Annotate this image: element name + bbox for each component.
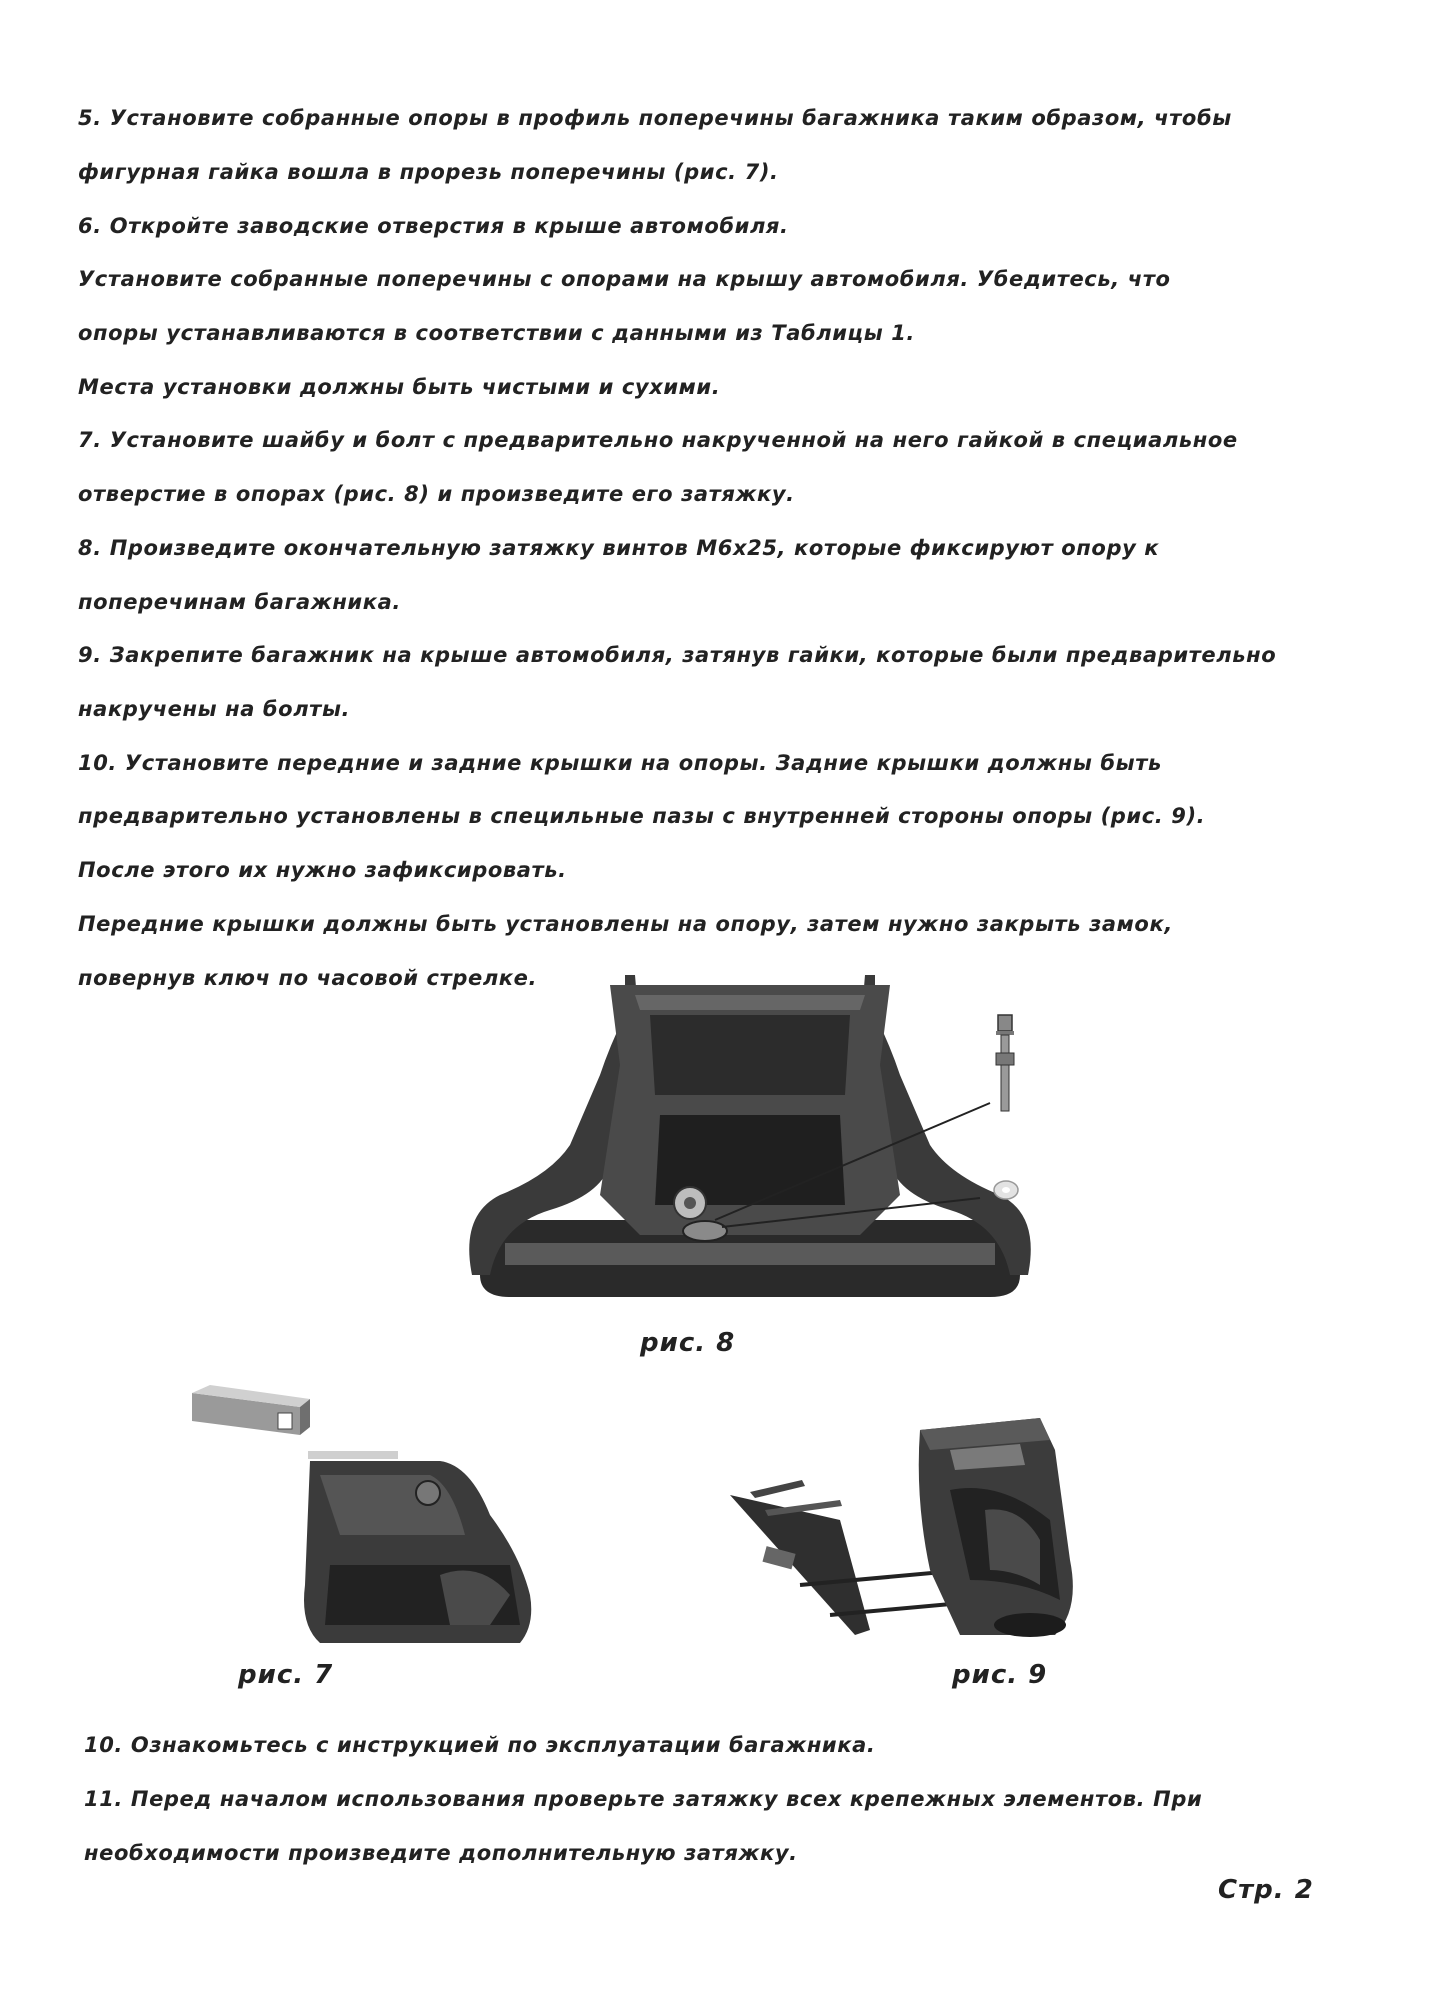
figure-9-caption: рис. 9: [952, 1660, 1048, 1690]
instruction-line: 10. Ознакомьтесь с инструкцией по эксплуатации багажника.: [84, 1733, 876, 1757]
instruction-line: 7. Установите шайбу и болт с предварительно накрученной на него гайкой в специальное: [78, 428, 1238, 452]
figure-8-caption: рис. 8: [640, 1328, 736, 1358]
page-number: Стр. 2: [1218, 1875, 1314, 1905]
instruction-line: 10. Установите передние и задние крышки на опоры. Задние крышки должны быть: [78, 751, 1162, 775]
instruction-line: 5. Установите собранные опоры в профиль поперечины багажника таким образом, чтобы: [78, 106, 1232, 130]
instruction-line: фигурная гайка вошла в прорезь поперечины (рис. 7).: [78, 160, 779, 184]
figure-8-foot-illustration: [460, 975, 1040, 1320]
figure-7-caption: рис. 7: [238, 1660, 334, 1690]
figure-7-foot-crossbar-illustration: [190, 1385, 560, 1655]
instruction-line: После этого их нужно зафиксировать.: [78, 858, 567, 882]
instruction-line: 8. Произведите окончательную затяжку винтов М6х25, которые фиксируют опору к: [78, 536, 1160, 560]
instruction-line: Установите собранные поперечины с опорами на крышу автомобиля. Убедитесь, что: [78, 267, 1171, 291]
instruction-line: отверстие в опорах (рис. 8) и произведите его затяжку.: [78, 482, 795, 506]
instruction-line: 6. Откройте заводские отверстия в крыше автомобиля.: [78, 214, 789, 238]
instruction-line: 11. Перед началом использования проверьте затяжку всех крепежных элементов. При: [84, 1787, 1203, 1811]
instruction-line: Передние крышки должны быть установлены на опору, затем нужно закрыть замок,: [78, 912, 1173, 936]
instruction-line: поперечинам багажника.: [78, 590, 401, 614]
figure-9-covers-illustration: [720, 1410, 1170, 1660]
instruction-line: накручены на болты.: [78, 697, 351, 721]
instruction-line: повернув ключ по часовой стрелке.: [78, 966, 538, 990]
instruction-line: опоры устанавливаются в соответствии с данными из Таблицы 1.: [78, 321, 915, 345]
instruction-line: необходимости произведите дополнительную затяжку.: [84, 1841, 798, 1865]
instruction-line: 9. Закрепите багажник на крыше автомобиля, затянув гайки, которые были предварительно: [78, 643, 1277, 667]
instruction-line: предварительно установлены в специльные пазы с внутренней стороны опоры (рис. 9).: [78, 804, 1206, 828]
instruction-line: Места установки должны быть чистыми и сухими.: [78, 375, 721, 399]
